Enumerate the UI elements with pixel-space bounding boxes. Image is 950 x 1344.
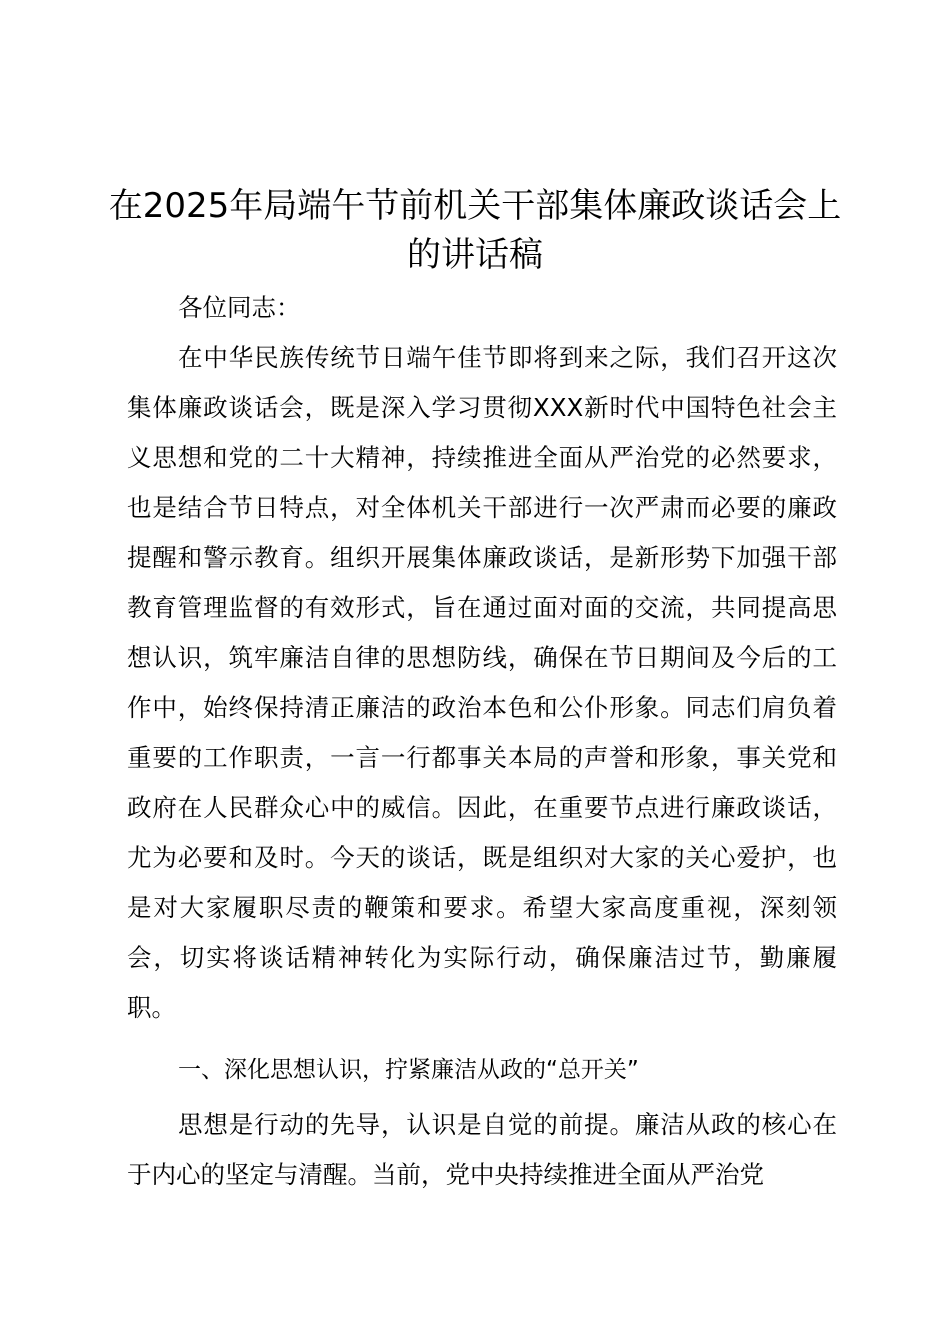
paragraph: 思想是行动的先导，认识是自觉的前提。廉洁从政的核心在于内心的坚定与清醒。当前，党中央持续推进全面从严治党 (127, 1110, 837, 1189)
document-title: 在2025年局端午节前机关干部集体廉政谈话会上的讲话稿 (108, 186, 842, 275)
document-body (127, 283, 837, 1200)
paragraph: 在中华民族传统节日端午佳节即将到来之际，我们召开这次集体廉政谈话会，既是深入学习贯彻XXX新时代中国特色社会主义思想和党的二十大精神，持续推进全面从严治党的必然要求，也是结合节日特点，对全体机关干部进行一次严肃而必要的廉政提醒和警示教育。组织开展集体廉政谈话，是新形势下加强干部教育管理监督的有效形式，旨在通过面对面的交流，共同提高思想认识，筑牢廉洁自律的思想防线，确保在节日期间及今后的工作中，始终保持清正廉洁的政治本色和公仆形象。同志们肩负着重要的工作职责，一言一行都事关本局的声誉和形象，事关党和政府在人民群众心中的威信。因此，在重要节点进行廉政谈话，尤为必要和及时。今天的谈话，既是组织对大家的关心爱护，也是对大家履职尽责的鞭策和要求。希望大家高度重视，深刻领会，切实将谈话精神转化为实际行动，确保廉洁过节，勤廉履职。 (127, 343, 837, 1022)
section-heading: 一、深化思想认识，拧紧廉洁从政的“总开关” (178, 1057, 639, 1083)
salutation: 各位同志： (178, 293, 301, 322)
